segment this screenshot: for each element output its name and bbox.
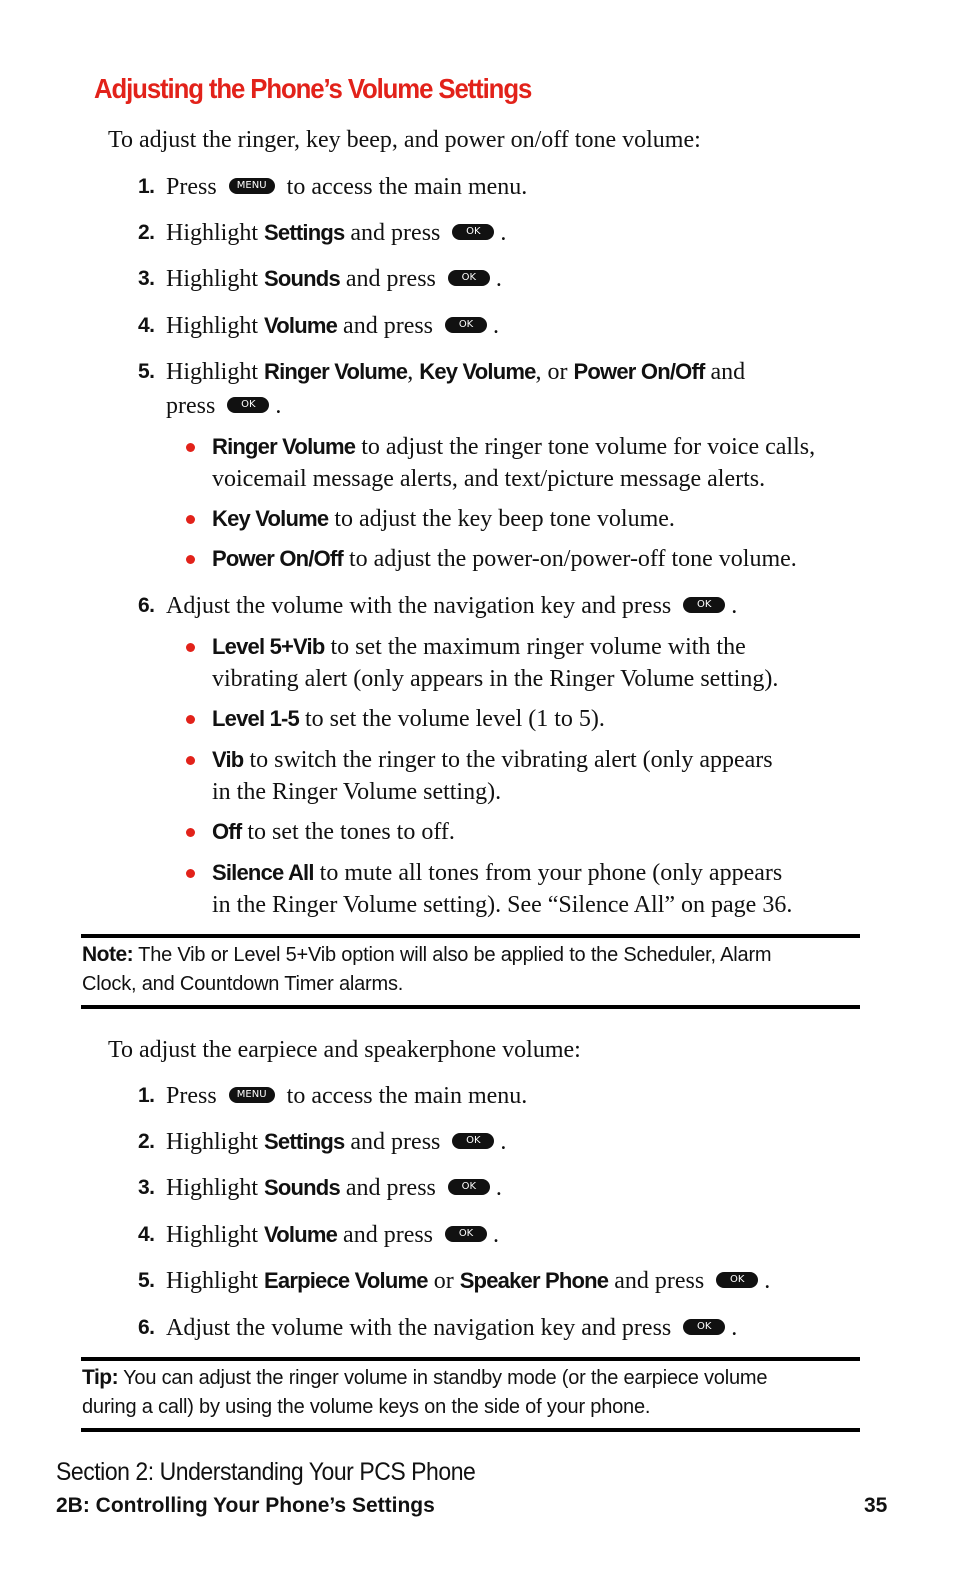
step-number: 6. bbox=[138, 1316, 155, 1339]
list-item bbox=[186, 744, 846, 808]
step-text: . bbox=[764, 1268, 771, 1294]
intro-text: To adjust the ringer, key beep, and power on/off tone volume: bbox=[108, 127, 701, 153]
ok-key-icon: OK bbox=[683, 1319, 725, 1335]
step-text: and press bbox=[343, 1222, 434, 1248]
step-2 bbox=[138, 1126, 858, 1158]
step-number: 1. bbox=[138, 1084, 155, 1107]
step-text: or bbox=[433, 1268, 454, 1294]
option-name: Key Volume bbox=[212, 506, 329, 531]
option-description: in the Ringer Volume setting). See “Silence All” on page 36. bbox=[212, 892, 793, 918]
step-number: 4. bbox=[138, 1223, 155, 1246]
option-description: to mute all tones from your phone (only appears bbox=[319, 860, 783, 886]
ok-key-icon: OK bbox=[227, 397, 269, 413]
ok-key-icon: OK bbox=[716, 1272, 758, 1288]
step-text: . bbox=[275, 393, 282, 419]
step-text: and press bbox=[614, 1268, 705, 1294]
step-number: 3. bbox=[138, 1176, 155, 1199]
step-text: Highlight bbox=[166, 1222, 259, 1248]
ok-key-icon: OK bbox=[448, 1179, 490, 1195]
step-text: Highlight bbox=[166, 359, 259, 385]
option-description: to adjust the ringer tone volume for voice calls, bbox=[361, 434, 816, 460]
step-text: press bbox=[166, 393, 216, 419]
menu-option: Key Volume bbox=[419, 359, 536, 384]
step-text: and press bbox=[350, 1129, 441, 1155]
list-item bbox=[186, 816, 846, 848]
note-text: Clock, and Countdown Timer alarms. bbox=[82, 973, 404, 995]
step-number: 3. bbox=[138, 267, 155, 290]
option-name: Level 1-5 bbox=[212, 706, 299, 731]
option-description: to set the maximum ringer volume with the bbox=[330, 634, 746, 660]
step-number: 2. bbox=[138, 221, 155, 244]
menu-option: Earpiece Volume bbox=[264, 1268, 428, 1293]
step-text: and press bbox=[350, 220, 441, 246]
bullet-icon bbox=[186, 869, 195, 878]
step-text: Highlight bbox=[166, 220, 259, 246]
step-text: , or bbox=[535, 359, 568, 385]
section-footer: Section 2: Understanding Your PCS Phone bbox=[56, 1458, 476, 1486]
step-1 bbox=[138, 1080, 858, 1112]
ok-key-icon: OK bbox=[452, 224, 494, 240]
step-text: . bbox=[495, 1175, 502, 1201]
step-6 bbox=[138, 590, 858, 622]
option-description: to set the volume level (1 to 5). bbox=[304, 706, 605, 732]
bullet-icon bbox=[186, 643, 195, 652]
note-top-rule bbox=[81, 934, 860, 938]
step-text: Highlight bbox=[166, 1129, 259, 1155]
step-5 bbox=[138, 356, 858, 422]
page-number: 35 bbox=[864, 1494, 888, 1517]
step-3 bbox=[138, 263, 858, 295]
note-bottom-rule bbox=[81, 1005, 860, 1009]
note-box bbox=[82, 940, 862, 999]
ok-key-icon: OK bbox=[683, 597, 725, 613]
step-text: and press bbox=[345, 1175, 436, 1201]
step-text: Adjust the volume with the navigation key and press bbox=[166, 593, 672, 619]
bullet-icon bbox=[186, 515, 195, 524]
option-description: to set the tones to off. bbox=[247, 819, 455, 845]
step-text: and bbox=[710, 359, 746, 385]
step-text: . bbox=[731, 593, 738, 619]
option-name: Vib bbox=[212, 747, 244, 772]
menu-option: Power On/Off bbox=[573, 359, 705, 384]
list-item bbox=[186, 857, 846, 921]
step-text: to access the main menu. bbox=[286, 174, 528, 200]
step-number: 6. bbox=[138, 594, 155, 617]
step-number: 1. bbox=[138, 175, 155, 198]
step-number: 2. bbox=[138, 1130, 155, 1153]
bullet-icon bbox=[186, 555, 195, 564]
menu-option: Settings bbox=[264, 220, 345, 245]
step-4 bbox=[138, 1219, 858, 1251]
step-text: and press bbox=[345, 266, 436, 292]
ok-key-icon: OK bbox=[445, 1226, 487, 1242]
option-name: Level 5+Vib bbox=[212, 634, 325, 659]
menu-option: Sounds bbox=[264, 1175, 340, 1200]
bullet-icon bbox=[186, 828, 195, 837]
step-text: . bbox=[493, 313, 500, 339]
list-item bbox=[186, 543, 846, 575]
option-name: Power On/Off bbox=[212, 546, 343, 571]
option-description: to switch the ringer to the vibrating alert (only appears bbox=[249, 747, 773, 773]
option-description: to adjust the power-on/power-off tone volume. bbox=[348, 546, 797, 572]
intro-text: To adjust the earpiece and speakerphone volume: bbox=[108, 1037, 581, 1063]
tip-text: You can adjust the ringer volume in standby mode (or the earpiece volume bbox=[123, 1367, 768, 1389]
step-text: . bbox=[731, 1315, 738, 1341]
step-text: Highlight bbox=[166, 1268, 259, 1294]
bullet-icon bbox=[186, 756, 195, 765]
tip-bottom-rule bbox=[81, 1428, 860, 1432]
step-text: Press bbox=[166, 1083, 217, 1109]
step-1 bbox=[138, 171, 858, 203]
option-name: Ringer Volume bbox=[212, 434, 356, 459]
menu-key-icon: MENU bbox=[229, 178, 275, 194]
menu-option: Speaker Phone bbox=[459, 1268, 609, 1293]
tip-box bbox=[82, 1363, 862, 1422]
step-2 bbox=[138, 217, 858, 249]
step-text: , bbox=[407, 359, 414, 385]
step-number: 5. bbox=[138, 360, 155, 383]
step-text: Press bbox=[166, 174, 217, 200]
option-description: vibrating alert (only appears in the Ringer Volume setting). bbox=[212, 666, 779, 692]
step-3 bbox=[138, 1172, 858, 1204]
step-4 bbox=[138, 310, 858, 342]
page-title: Adjusting the Phone’s Volume Settings bbox=[94, 73, 532, 104]
bullet-icon bbox=[186, 443, 195, 452]
menu-option: Ringer Volume bbox=[264, 359, 408, 384]
step-text: Highlight bbox=[166, 1175, 259, 1201]
tip-top-rule bbox=[81, 1357, 860, 1361]
step-text: . bbox=[500, 1129, 507, 1155]
option-name: Silence All bbox=[212, 860, 314, 885]
option-description: to adjust the key beep tone volume. bbox=[334, 506, 675, 532]
step-text: Adjust the volume with the navigation key and press bbox=[166, 1315, 672, 1341]
ok-key-icon: OK bbox=[452, 1133, 494, 1149]
step-5 bbox=[138, 1265, 858, 1297]
step-text: Highlight bbox=[166, 313, 259, 339]
list-item bbox=[186, 703, 846, 735]
list-item bbox=[186, 431, 846, 495]
step-6 bbox=[138, 1312, 858, 1344]
ok-key-icon: OK bbox=[448, 270, 490, 286]
option-description: voicemail message alerts, and text/picture message alerts. bbox=[212, 466, 766, 492]
list-item bbox=[186, 631, 846, 695]
step-text: . bbox=[500, 220, 507, 246]
menu-key-icon: MENU bbox=[229, 1087, 275, 1103]
menu-option: Sounds bbox=[264, 266, 340, 291]
note-text: The Vib or Level 5+Vib option will also be applied to the Scheduler, Alarm bbox=[138, 944, 772, 966]
menu-option: Volume bbox=[264, 1222, 338, 1247]
menu-option: Volume bbox=[264, 313, 338, 338]
step-text: Highlight bbox=[166, 266, 259, 292]
step-text: and press bbox=[343, 313, 434, 339]
note-label: Note: bbox=[82, 943, 134, 966]
step-text: . bbox=[493, 1222, 500, 1248]
tip-text: during a call) by using the volume keys on the side of your phone. bbox=[82, 1396, 651, 1418]
option-description: in the Ringer Volume setting). bbox=[212, 779, 502, 805]
step-text: . bbox=[495, 266, 502, 292]
step-number: 5. bbox=[138, 1269, 155, 1292]
list-item bbox=[186, 503, 846, 535]
chapter-footer: 2B: Controlling Your Phone’s Settings bbox=[56, 1494, 435, 1517]
step-number: 4. bbox=[138, 314, 155, 337]
bullet-icon bbox=[186, 715, 195, 724]
step-text: to access the main menu. bbox=[286, 1083, 528, 1109]
menu-option: Settings bbox=[264, 1129, 345, 1154]
tip-label: Tip: bbox=[82, 1366, 119, 1389]
option-name: Off bbox=[212, 819, 242, 844]
ok-key-icon: OK bbox=[445, 317, 487, 333]
